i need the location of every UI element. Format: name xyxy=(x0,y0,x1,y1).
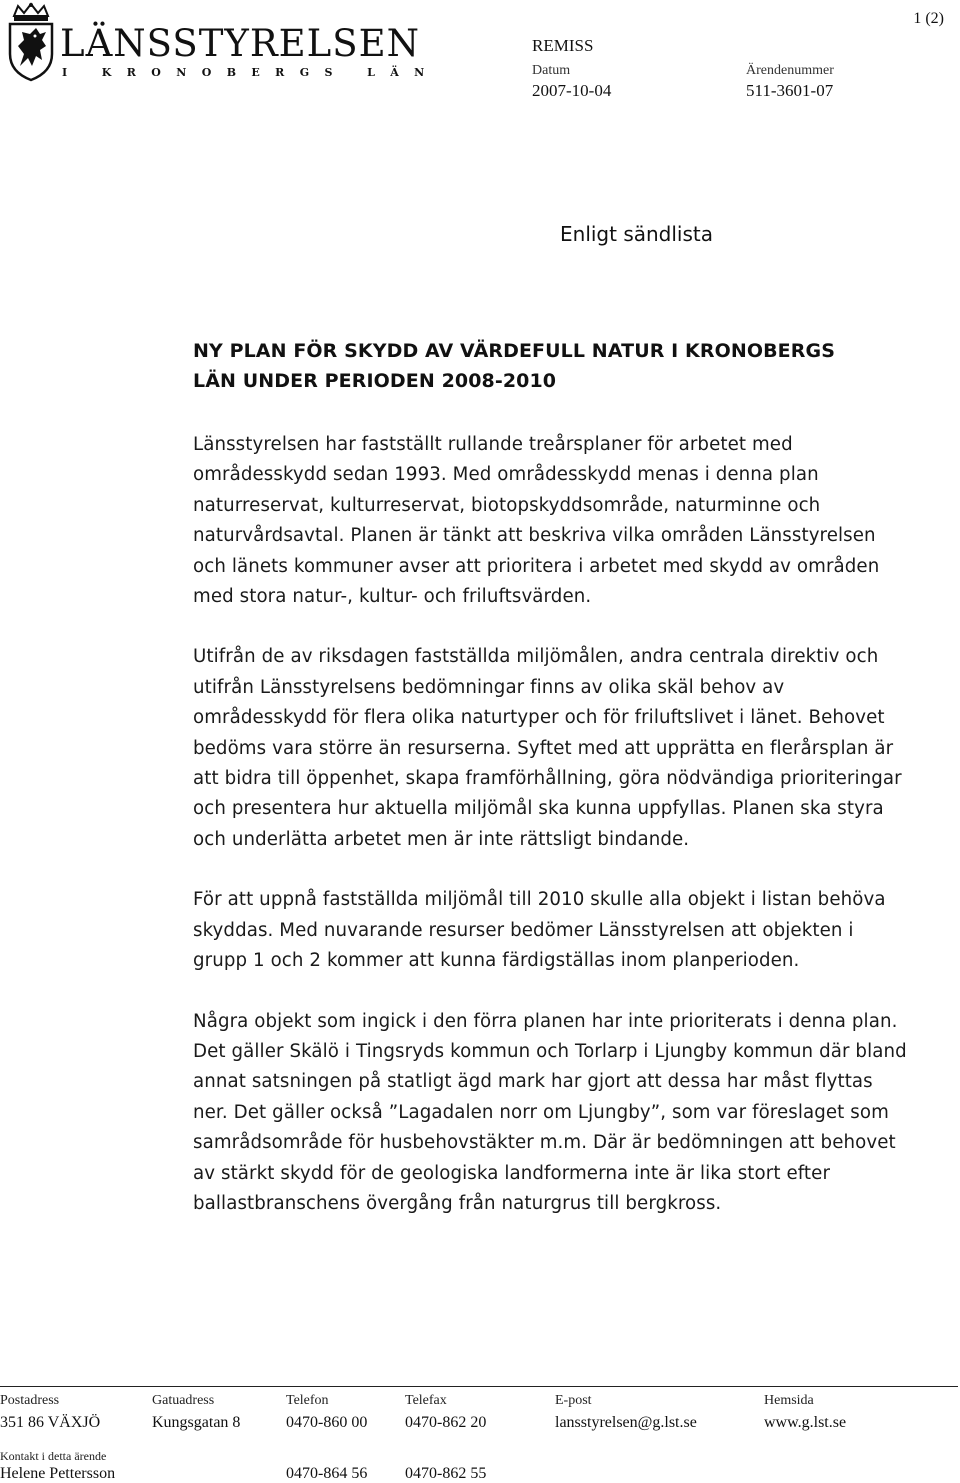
case-number-value: 511-3601-07 xyxy=(746,81,834,100)
footer-divider xyxy=(0,1386,958,1387)
contact-label: Kontakt i detta ärende xyxy=(0,1449,107,1463)
case-number-label: Ärendenummer xyxy=(746,63,834,78)
footer-street-value: Kungsgatan 8 xyxy=(152,1414,241,1431)
date-label: Datum xyxy=(532,63,571,78)
body-paragraph: Utifrån de av riksdagen fastställda miljömålen, andra centrala direktiv och utifrån Länsstyrelsens bedömningar finns av olika skäl behov av områdesskydd för flera olika naturtyper och för friluftslivet i länet. Behovet bedöms vara större än resurserna. Syftet med att upprätta en flerårsplan är att bidra till öppenhet, skapa framförhållning, göra nödvändiga prioriteringar och presentera hur aktuella miljömål ska kunna uppfyllas. Planen ska styra och underlätta arbetet men är inte rättsligt bindande. xyxy=(193,646,902,850)
title-line: LÄN UNDER PERIODEN 2008-2010 xyxy=(193,370,557,392)
footer-website-link[interactable]: www.g.lst.se xyxy=(764,1414,847,1431)
title-line: NY PLAN FÖR SKYDD AV VÄRDEFULL NATUR I KRONOBERGS xyxy=(193,340,835,362)
footer-website-label: Hemsida xyxy=(764,1393,814,1408)
date-value: 2007-10-04 xyxy=(532,81,612,100)
agency-logo xyxy=(4,2,440,84)
contact-fax: 0470-862 55 xyxy=(405,1465,487,1482)
footer-postal-value: 351 86 VÄXJÖ xyxy=(0,1414,101,1431)
footer-email-link[interactable]: lansstyrelsen@g.lst.se xyxy=(555,1414,697,1431)
logo-county-name: I KRONOBERGS LÄN xyxy=(62,66,440,79)
footer-phone-label: Telefon xyxy=(286,1393,329,1408)
footer-fax-label: Telefax xyxy=(405,1393,447,1408)
contact-phone: 0470-864 56 xyxy=(286,1465,368,1482)
coat-of-arms-icon xyxy=(4,2,58,82)
footer-fax-value: 0470-862 20 xyxy=(405,1414,487,1431)
contact-name: Helene Pettersson xyxy=(0,1465,116,1482)
logo-agency-name: LÄNSSTYRELSEN xyxy=(60,22,420,65)
document-title xyxy=(193,336,913,396)
footer-street-label: Gatuadress xyxy=(152,1393,215,1408)
recipient-line: Enligt sändlista xyxy=(560,222,713,246)
page-number: 1 (2) xyxy=(913,10,944,27)
body-paragraph: Länsstyrelsen har fastställt rullande treårsplaner för arbetet med områdesskydd sedan 1993. Med områdesskydd menas i denna plan naturreservat, kulturreservat, biotopskyddsområde, naturminne och naturvårdsavtal. Planen är tänkt att beskriva vilka områden Länsstyrelsen och länets kommuner avser att prioritera i arbetet med skydd av områden med stora natur-, kultur- och friluftsvärden. xyxy=(193,434,880,608)
document-type: REMISS xyxy=(532,36,594,55)
letter-body xyxy=(193,336,913,1219)
body-paragraph: För att uppnå fastställda miljömål till 2010 skulle alla objekt i listan behöva skyddas. Med nuvarande resurser bedömer Länsstyrelsen att objekten i grupp 1 och 2 kommer att kunna färdigställas inom planperioden. xyxy=(193,889,886,972)
body-paragraph: Några objekt som ingick i den förra planen har inte prioriterats i denna plan. Det gäller Skälö i Tingsryds kommun och Torlarp i Ljungby kommun där bland annat satsningen på statligt ägd mark har gjort att dessa har måst flyttas ner. Det gäller också ”Lagadalen norr om Ljungby”, som var föreslaget som samrådsområde för husbehovstäkter m.m. Där är bedömningen att behovet av stärkt skydd för de geologiska landformerna inte är lika stort efter ballastbranschens övergång från naturgrus till bergkross. xyxy=(193,1010,907,1214)
footer-postal-label: Postadress xyxy=(0,1393,60,1408)
footer-email-label: E-post xyxy=(555,1393,592,1408)
footer-phone-value: 0470-860 00 xyxy=(286,1414,368,1431)
